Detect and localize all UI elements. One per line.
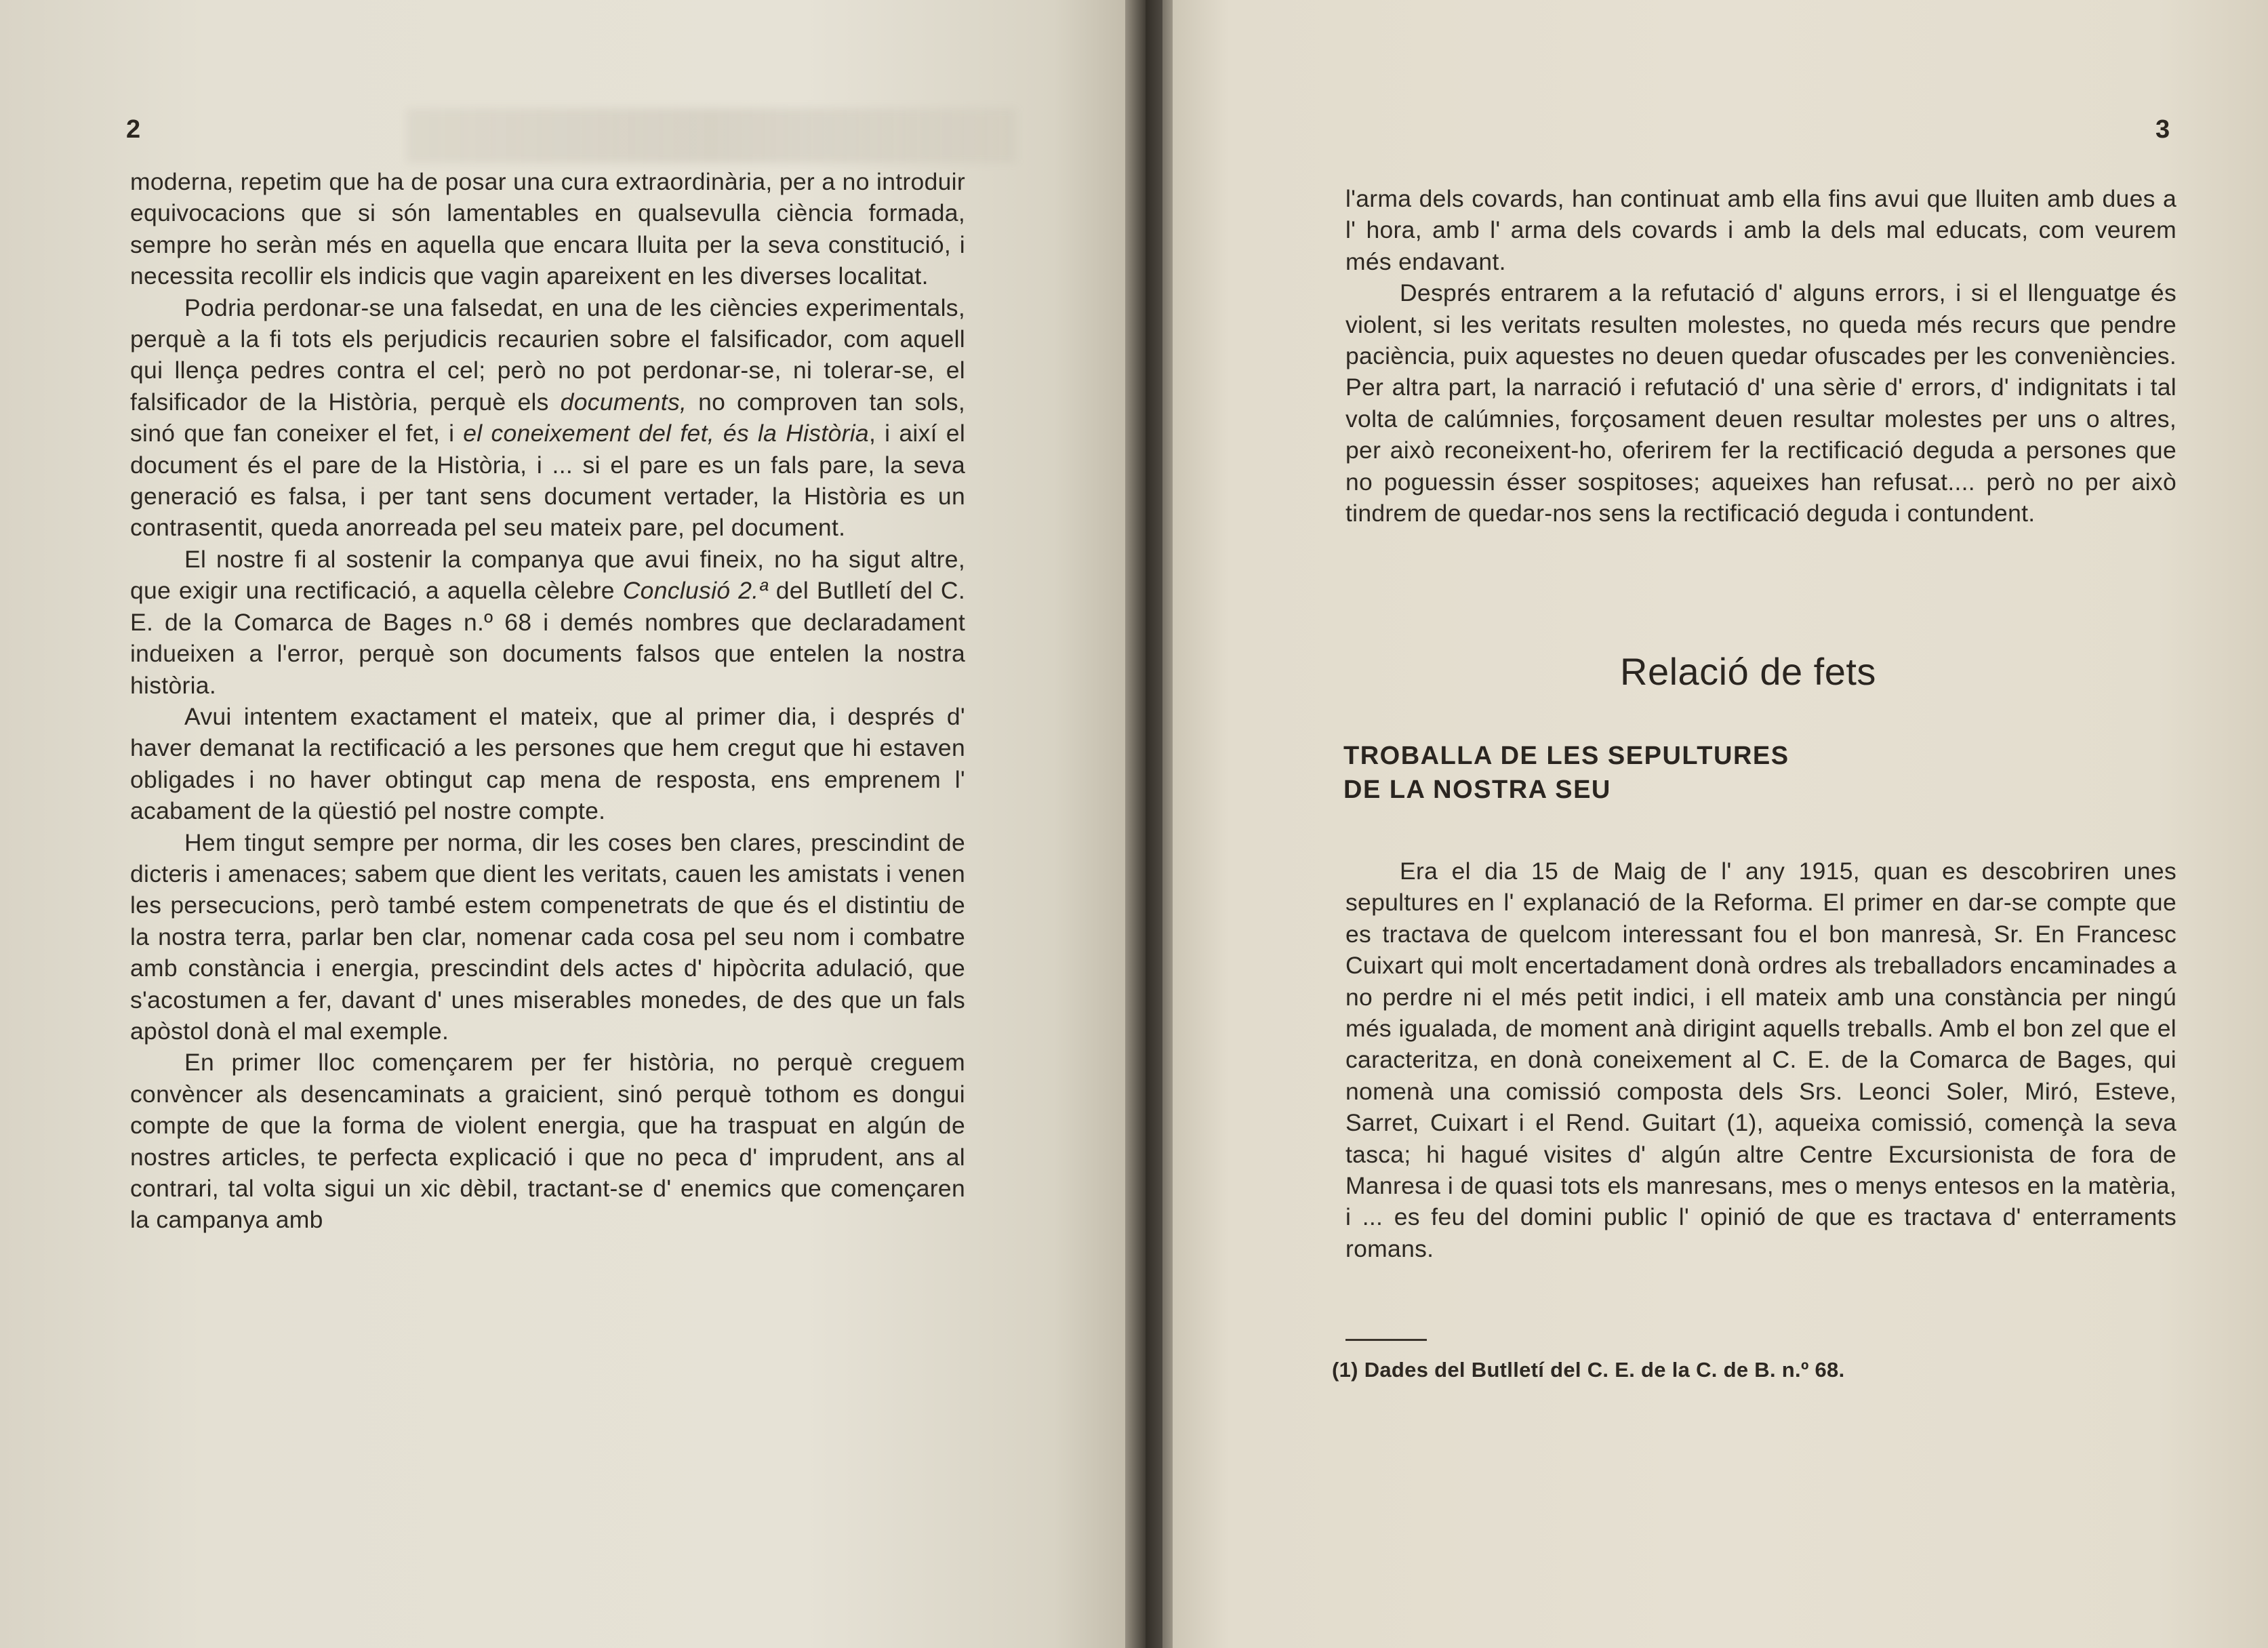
text-run: l'arma dels covards, han continuat amb ella fins avui que lluiten amb dues a l' hora, amb l' arma dels covards i amb la dels mal educats, com veurem més endavant. bbox=[1345, 185, 2176, 275]
left-body-text bbox=[130, 166, 965, 1236]
paragraph bbox=[130, 544, 965, 701]
text-run: Avui intentem exactament el mateix, que al primer dia, i després d' haver demanat la rectificació a les persones que hem cregut que hi estaven obligades i no haver obtingut cap mena de resposta, ens emprenem l' acabament de la qüestió pel nostre compte. bbox=[130, 702, 965, 825]
footnote-rule bbox=[1345, 1339, 1427, 1341]
section-subheading: TROBALLA DE LES SEPULTURES DE LA NOSTRA SEU bbox=[1343, 742, 1789, 804]
book-gutter bbox=[1125, 0, 1173, 1648]
italic-text: documents, bbox=[560, 388, 687, 416]
paragraph bbox=[130, 166, 965, 292]
right-body-text bbox=[1345, 183, 2176, 529]
show-through-ghost bbox=[407, 108, 1017, 163]
page-number-right: 3 bbox=[2155, 115, 2170, 144]
italic-text: Conclusió 2.ª bbox=[622, 577, 768, 605]
text-run: Hem tingut sempre per norma, dir les coses ben clares, prescindint de dicteris i amenaces; sabem que dient les veritats, cauen les amistats i venen les persecucions, però també estem compenetrats de que és el distintiu de la nostra terra, parlar ben clar, nomenar cada cosa pel seu nom i combatre amb constància i energia, prescindint dels actes d' hipòcrita adulació, que s'acostumen a fer, davant d' unes miserables monedes, de des que un fals apòstol donà el mal exemple. bbox=[130, 828, 965, 1045]
text-run: del Butlletí del C. E. de la Comarca de Bages n.º 68 i demés nombres que declaradament indueixen a l'error, perquè son documents falsos que entelen la nostra història. bbox=[130, 577, 965, 699]
paragraph bbox=[1345, 277, 2176, 529]
text-run: moderna, repetim que ha de posar una cura extraordinària, per a no introduir equivocacions que si són lamentables en qualsevulla ciència formada, sempre ho seràn més en aquella que encara lluita per la seva constitució, i necessita recollir els indicis que vagin apareixent en les diverses localitat. bbox=[130, 168, 965, 290]
text-run: Després entrarem a la refutació d' alguns errors, i si el llenguatge és violent, si les veritats resulten molestes, no queda més recurs que pendre paciència, puix aquestes no deuen quedar ofuscades per les conveniències. Per altra part, la narració i refutació d' una sèrie d' errors, d' indignitats i tal volta de calúmnies, forçosament deuen resultar molestes per uns o altres, per això reconeixent-ho, oferirem fer la rectificació deguda a persones que no poguessin ésser sospitoses; aqueixes han refusat.... però no per això tindrem de quedar-nos sens la rectificació deguda i contundent. bbox=[1345, 279, 2176, 527]
paragraph bbox=[1345, 856, 2176, 1264]
paragraph bbox=[130, 701, 965, 827]
page-number-left: 2 bbox=[126, 115, 141, 144]
section-body-text bbox=[1345, 856, 2176, 1264]
text-run: , i així el document és el pare de la Història, i ... si el pare es un fals pare, la seva generació es falsa, i per tant sens document vertader, la Història es un contrasentit, queda anorreada pel seu mateix pare, pel document. bbox=[130, 420, 966, 542]
paragraph bbox=[130, 1047, 965, 1235]
paragraph bbox=[1345, 183, 2176, 277]
section-title: Relació de fets bbox=[1620, 650, 1876, 693]
paragraph bbox=[130, 827, 965, 1047]
text-run: En primer lloc començarem per fer història, no perquè creguem convèncer als desencaminats a graicient, sinó perquè tothom es dongui compte de que la forma de violent energia, que ha traspuat en algún de nostres articles, te perfecta explicació i que no peca d' imprudent, ans al contrari, tal volta sigui un xic dèbil, tractant-se d' enemics que començaren la campanya amb bbox=[130, 1049, 965, 1234]
text-run: Era el dia 15 de Maig de l' any 1915, quan es descobriren unes sepultures en l' explanació de la Reforma. El primer en dar-se compte que es tractava de quelcom interessant fou el bon manresà, Sr. En Francesc Cuixart qui molt encertadament donà ordres als treballadors encaminades a no perdre ni el més petit indici, i ell mateix amb una constància per ningú més igualada, de moment anà dirigint aquells treballs. Amb el bon zel que el caracteritza, en donà coneixement al C. E. de la Comarca de Bages, qui nomenà una comissió composta dels Srs. Leonci Soler, Miró, Esteve, Sarret, Cuixart i el Rend. Guitart (1), aqueixa comissió, començà la seva tasca; hi hagué visites d' algún altre Centre Excursionista de fora de Manresa i de quasi tots els manresans, mes o menys entesos en la matèria, i ... es feu del domini public l' opinió de que es tractava d' enterraments romans. bbox=[1345, 858, 2176, 1262]
text-run: no comproven tan sols, sinó que fan coneixer el fet, i bbox=[130, 388, 966, 447]
paragraph bbox=[130, 292, 965, 544]
text-run: Podria perdonar-se una falsedat, en una de les ciències experimentals, perquè a la fi tots els perjudicis recaurien sobre el falsificador, com aquell qui llença pedres contra el cel; però no pot perdonar-se, ni tolerar-se, el falsificador de la Història, perquè els bbox=[130, 294, 965, 416]
italic-text: el coneixement del fet, és la Història bbox=[463, 420, 869, 447]
footnote: (1) Dades del Butlletí del C. E. de la C. de B. n.º 68. bbox=[1332, 1358, 1845, 1382]
text-run: El nostre fi al sostenir la companya que avui fineix, no ha sigut altre, que exigir una rectificació, a aquella cèlebre bbox=[130, 545, 965, 605]
